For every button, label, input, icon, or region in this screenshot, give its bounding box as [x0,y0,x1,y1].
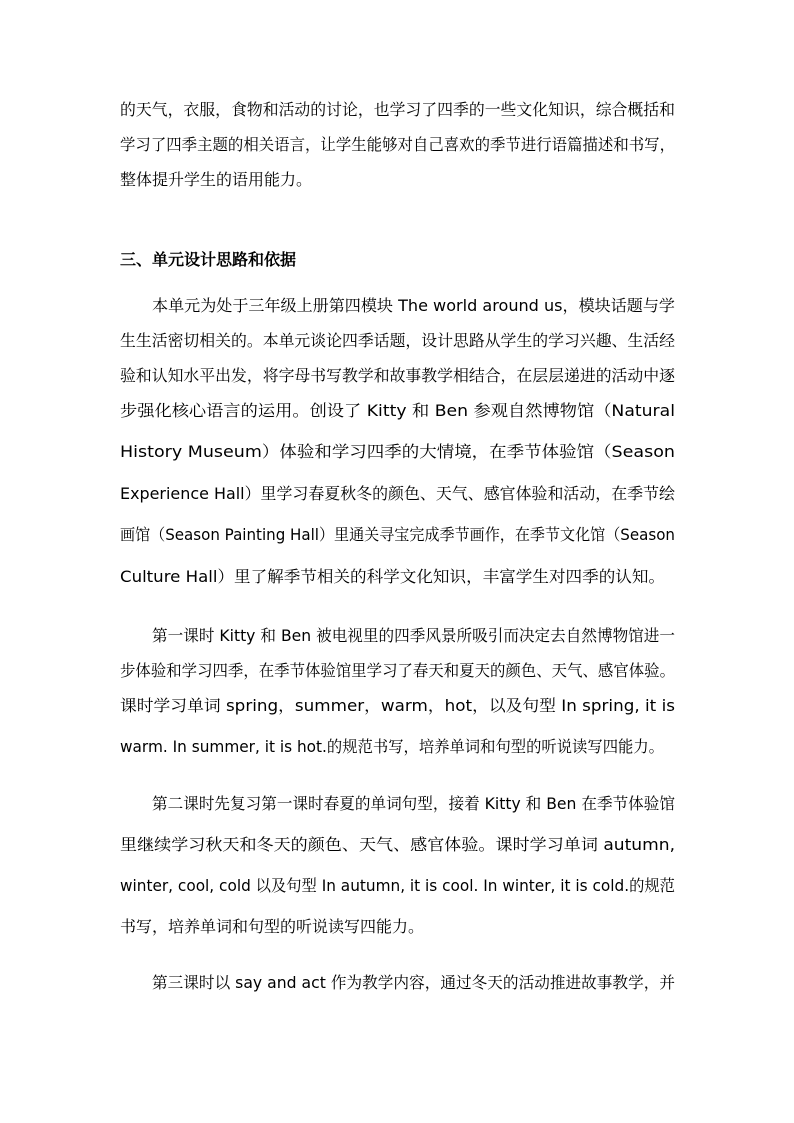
text-line: 学习了四季主题的相关语言，让学生能够对自己喜欢的季节进行语篇描述和书写， [120,135,675,154]
text-line: 第三课时以 say and act 作为教学内容，通过冬天的活动推进故事教学，并 [152,973,675,992]
text-line: winter, cool, cold 以及句型 In autumn, it is cool. In winter, it is cold.的规范 [120,876,675,895]
text-line: Culture Hall）里了解季节相关的科学文化知识，丰富学生对四季的认知。 [120,567,665,586]
text-line: warm. In summer, it is hot.的规范书写，培养单词和句型的听说读写四能力。 [120,737,664,756]
text-line: Experience Hall）里学习春夏秋冬的颜色、天气、感官体验和活动，在季节绘 [120,484,675,503]
text-line: 课时学习单词 spring，summer，warm，hot，以及句型 In spring, it is [120,696,675,715]
text-line: 里继续学习秋天和冬天的颜色、天气、感官体验。课时学习单词 autumn, [120,835,675,854]
text-line: 生生活密切相关的。本单元谈论四季话题，设计思路从学生的学习兴趣、生活经 [120,331,675,350]
text-line: 第一课时 Kitty 和 Ben 被电视里的四季风景所吸引而决定去自然博物馆进一 [152,626,675,645]
text-line: 画馆（Season Painting Hall）里通关寻宝完成季节画作，在季节文化馆（Season [120,525,675,544]
text-line: 整体提升学生的语用能力。 [120,170,313,189]
text-line: 书写，培养单词和句型的听说读写四能力。 [120,917,425,936]
text-line: 步体验和学习四季，在季节体验馆里学习了春天和夏天的颜色、天气、感官体验。 [120,661,675,680]
text-line: 的天气，衣服，食物和活动的讨论，也学习了四季的一些文化知识，综合概括和 [120,100,675,119]
text-line: 第二课时先复习第一课时春夏的单词句型，接着 Kitty 和 Ben 在季节体验馆 [152,794,675,813]
section-heading: 三、单元设计思路和依据 [120,250,297,269]
text-line: 步强化核心语言的运用。创设了 Kitty 和 Ben 参观自然博物馆（Natural [120,401,675,420]
text-line: 验和认知水平出发，将字母书写教学和故事教学相结合，在层层递进的活动中逐 [120,366,675,385]
text-line: 本单元为处于三年级上册第四模块 The world around us，模块话题与学 [152,296,675,315]
text-line: History Museum）体验和学习四季的大情境，在季节体验馆（Season [120,442,675,461]
